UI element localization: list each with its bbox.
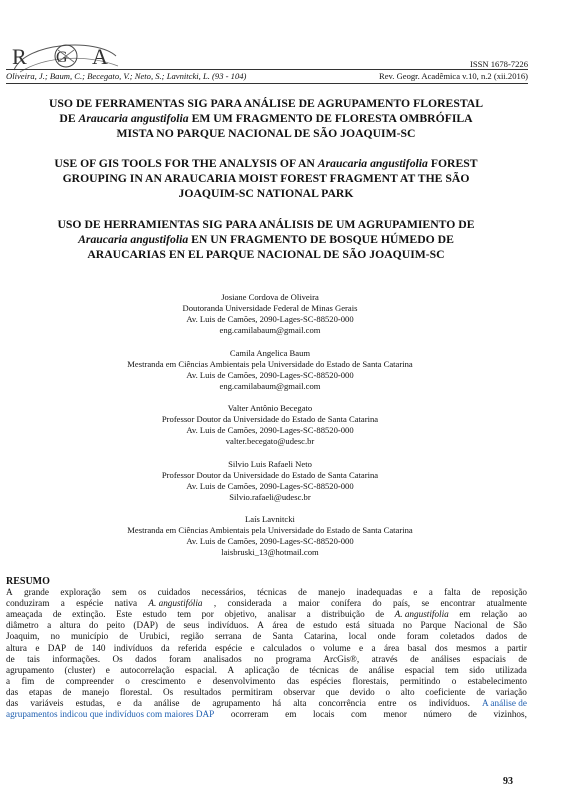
header-rule-bottom xyxy=(6,83,528,84)
author-block xyxy=(40,403,500,447)
title-portuguese xyxy=(10,96,522,141)
logo-letter-a: A xyxy=(92,44,108,69)
author-affiliation: Doutoranda Universidade Federal de Minas Gerais xyxy=(182,303,358,313)
title-en-line: GROUPING IN AN ARAUCARIA MOIST FOREST FRAGMENT AT THE SÃO xyxy=(62,172,470,185)
author-email[interactable]: eng.camilabaum@gmail.com xyxy=(219,380,321,391)
author-name: Laís Lavnitcki xyxy=(245,514,295,524)
author-list xyxy=(40,292,500,570)
author-email[interactable]: laisbruski_13@hotmail.com xyxy=(221,547,319,557)
title-es-line: USO DE HERRAMIENTAS SIG PARA ANÁLISIS DE UM AGRUPAMIENTO DE xyxy=(57,218,475,231)
title-spanish xyxy=(10,217,522,262)
abstract-heading: RESUMO xyxy=(6,576,50,587)
abstract-line: agrupamentos indicou que indivíduos com maiores DAP ocorreram em locais com menor número de vizinhos, xyxy=(6,709,527,720)
journal-volume: Rev. Geogr. Acadêmica v.10, n.2 (xii.2016) xyxy=(378,71,528,81)
abstract-line: A grande exploração sem os cuidados necessários, técnicas de manejo inadequadas e a falta de reposição xyxy=(6,587,527,598)
title-es-line: ARAUCARIAS EN EL PARQUE NACIONAL DE SÃO JOAQUIM-SC xyxy=(87,248,445,261)
issn-number: ISSN 1678-7226 xyxy=(469,59,528,69)
author-address: Av. Luis de Camões, 2090-Lages-SC-88520-000 xyxy=(186,425,354,435)
author-affiliation: Mestranda em Ciências Ambientais pela Universidade do Estado de Santa Catarina xyxy=(127,358,413,369)
abstract-section xyxy=(6,576,527,720)
logo-letter-g: G xyxy=(56,49,68,66)
title-pt-line: DE Araucaria angustifolia EM UM FRAGMENTO DE FLORESTA OMBRÓFILA xyxy=(59,112,473,125)
author-block xyxy=(40,514,500,558)
author-block xyxy=(40,459,500,503)
author-name: Valter Antônio Becegato xyxy=(227,403,313,413)
page-number: 93 xyxy=(503,776,513,787)
author-name: Josiane Cordova de Oliveira xyxy=(221,292,319,302)
abstract-line: de tais informações. Os dados foram analisados no programa ArcGis®, através de análises espaciais de xyxy=(6,653,527,664)
abstract-line: a fim de compreender o crescimento e desenvolvimento das espécies florestais, permitindo o estabelecimento xyxy=(6,675,527,686)
author-address: Av. Luis de Camões, 2090-Lages-SC-88520-000 xyxy=(186,480,354,491)
logo-letter-r: R xyxy=(12,44,27,69)
abstract-line: agrupamento (cluster) e autocorrelação espacial. A aplicação de técnicas de análise espacial tem sido utilizada xyxy=(6,664,527,675)
author-affiliation: Mestranda em Ciências Ambientais pela Universidade do Estado de Santa Catarina xyxy=(127,525,413,535)
author-email[interactable]: valter.becegato@udesc.br xyxy=(225,436,315,446)
author-block xyxy=(40,348,500,392)
author-email[interactable]: Silvio.rafaeli@udesc.br xyxy=(229,491,311,502)
title-en-line: JOAQUIM-SC NATIONAL PARK xyxy=(178,187,354,200)
author-affiliation: Professor Doutor da Universidade do Estado de Santa Catarina xyxy=(161,469,379,480)
citation-authors: Oliveira, J.; Baum, C.; Becegato, V.; Neto, S.; Lavnitcki, L. (93 - 104) xyxy=(6,71,247,81)
author-address: Av. Luis de Camões, 2090-Lages-SC-88520-000 xyxy=(186,314,354,324)
author-affiliation: Professor Doutor da Universidade do Estado de Santa Catarina xyxy=(161,414,379,424)
abstract-line: das etapas de manejo florestal. Os resultados permitiram observar que devido o alto coeficiente de variação xyxy=(6,686,527,697)
author-address: Av. Luis de Camões, 2090-Lages-SC-88520-000 xyxy=(186,369,354,380)
author-name: Silvio Luis Rafaeli Neto xyxy=(228,458,312,469)
author-name: Camila Angelica Baum xyxy=(229,347,311,358)
title-english xyxy=(10,156,522,201)
title-es-line: Araucaria angustifolia EN UN FRAGMENTO DE BOSQUE HÚMEDO DE xyxy=(78,233,454,246)
author-block xyxy=(40,292,500,336)
abstract-line: altura e DAP de 140 indivíduos da referida espécie e calculados o volume e a área basal dos mesmos a partir xyxy=(6,642,527,653)
title-pt-line: MISTA NO PARQUE NACIONAL DE SÃO JOAQUIM-SC xyxy=(116,127,416,140)
abstract-body xyxy=(6,587,527,720)
abstract-line: ameaçada de extinção. Este estudo tem por objetivo, analisar a distribuição de A. angustifolia em relação ao xyxy=(6,609,527,620)
title-pt-line: USO DE FERRAMENTAS SIG PARA ANÁLISE DE AGRUPAMENTO FLORESTAL xyxy=(48,97,483,110)
abstract-line: das variáveis estudas, e da análise de agrupamento há alta concorrência entre os indivíduos. A análise de xyxy=(6,698,527,709)
author-email[interactable]: eng.camilabaum@gmail.com xyxy=(219,325,321,335)
abstract-line: Joaquim, no município de Urubici, região serrana de Santa Catarina, local onde foram coletados dados de xyxy=(6,631,527,642)
author-address: Av. Luis de Camões, 2090-Lages-SC-88520-000 xyxy=(186,536,354,546)
header-rule-top xyxy=(6,69,528,70)
abstract-line: diâmetro a altura do peito (DAP) de seus indivíduos. A área de estudo está situada no Parque Nacional de São xyxy=(6,620,527,631)
abstract-line: conduziram a espécie nativa A. angustifólia , considerada a maior conífera do país, se encontrar atualmente xyxy=(6,598,527,609)
title-en-line: USE OF GIS TOOLS FOR THE ANALYSIS OF AN Araucaria angustifolia FOREST xyxy=(54,157,478,170)
